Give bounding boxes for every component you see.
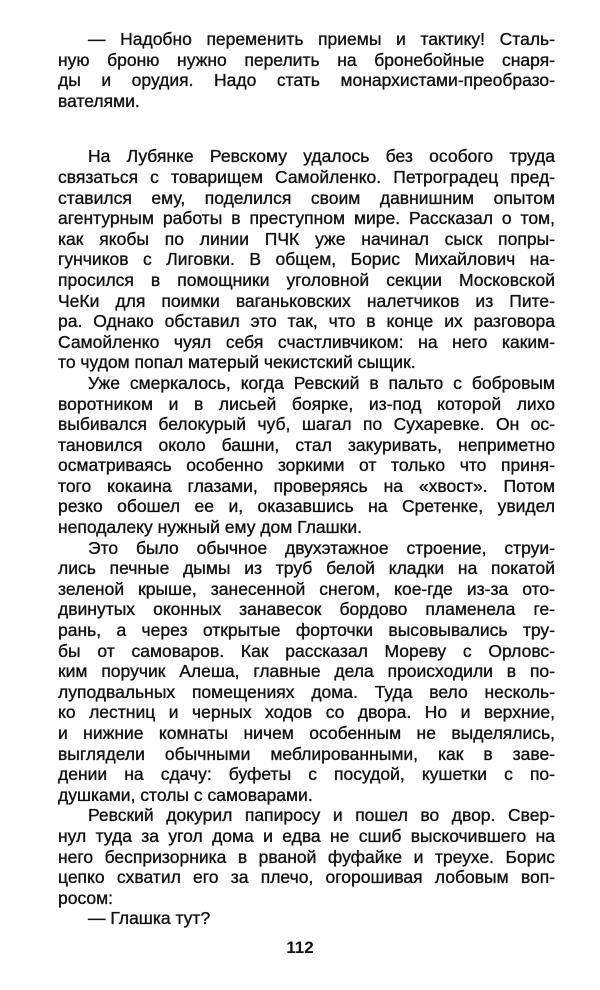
text-line: цепко схватил его за плечо, огорошивая лобовым воп-: [58, 867, 555, 888]
text-line: Уже смеркалось, когда Ревский в пальто с бобровым: [88, 372, 555, 393]
paragraph: [58, 908, 555, 929]
paragraph: [58, 373, 555, 538]
text-line: ким поручик Алеша, главные дела происходили в по-: [58, 661, 555, 682]
text-line: ную броню нужно перелить на бронебойные снаря-: [58, 49, 555, 70]
text-line: двинутых оконных занавесок бордово пламенела ге-: [58, 599, 555, 620]
text-line: росом:: [58, 887, 114, 908]
text-line: то чудом попал матерый чекистский сыщик.: [58, 352, 416, 373]
text-line: воротником и в лисьей боярке, из-под которой лихо: [58, 393, 555, 414]
text-line: бы от самоваров. Как рассказал Мореву с Орловс-: [58, 640, 555, 661]
text-line: душками, столы с самоварами.: [58, 784, 313, 805]
paragraph: [58, 538, 555, 806]
text-line: и нижние комнаты ничем особенным не выделялись,: [58, 723, 555, 743]
text-line: неподалеку нужный ему дом Глашки.: [58, 517, 362, 538]
section-break: [58, 111, 555, 146]
text-line: ра. Однако обставил это так, что в конце их разговора: [58, 311, 555, 332]
text-line: просился в помощники уголовной секции Московской: [58, 269, 555, 290]
text-line: ЧеКи для поимки ваганьковских налетчиков из Пите-: [58, 290, 555, 311]
page-number: 112: [286, 938, 314, 957]
text-line: рань, а через открытые форточки высовывались тру-: [58, 620, 555, 641]
text-line: Это было обычное двухэтажное строение, струи-: [88, 537, 555, 558]
text-line: агентурным работы в преступном мире. Рассказал о том,: [58, 208, 555, 229]
text-line: На Лубянке Ревскому удалось без особого труда: [88, 146, 555, 167]
text-line: зеленой крыше, занесенной снегом, кое-где из-за ото-: [58, 578, 555, 599]
text-line: тановился около башни, стал закуривать, неприметно: [58, 434, 555, 455]
text-line: луподвальных помещениях дома. Туда вело несколь-: [58, 681, 555, 702]
text-line: вателями.: [58, 90, 140, 111]
paragraph: [58, 29, 555, 111]
text-line: связаться с товарищем Самойленко. Петроградец пред-: [58, 166, 555, 187]
text-line: как якобы по линии ПЧК уже начинал сыск попры-: [58, 228, 555, 249]
paragraph: [58, 805, 555, 908]
paragraph: [58, 146, 555, 373]
text-line: дении на сдачу: буфеты с посудой, кушетки с по-: [58, 764, 555, 785]
text-line: нул туда за угол дома и едва не сшиб выскочившего на: [58, 825, 555, 846]
text-line: него беспризорника в рваной фуфайке и треухе. Борис: [58, 846, 555, 867]
text-line: того кокаина глазами, проверяясь на «хвост». Потом: [58, 475, 555, 496]
text-line: осматриваясь особенно зоркими от только что приня-: [58, 455, 555, 476]
text-line: выбивался белокурый чуб, шагал по Сухаревке. Он ос-: [58, 414, 555, 435]
text-line: гунчиков с Лиговки. В общем, Борис Михайлович на-: [58, 249, 555, 270]
text-line: Ревский докурил папиросу и пошел во двор. Свер-: [88, 805, 555, 826]
text-line: ко лестниц и черных ходов со двора. Но и верхние,: [58, 702, 555, 723]
text-line: резко обошел ее и, оказавшись на Сретенке, увидел: [58, 496, 555, 517]
text-line: ставился ему, поделился своим давнишним опытом: [58, 187, 555, 208]
text-line: ды и орудия. Надо стать монархистами-преобразо-: [58, 70, 555, 91]
text-line: — Надобно переменить приемы и тактику! Сталь-: [88, 29, 555, 49]
text-line: лись печные дымы из труб белой кладки на покатой: [58, 558, 555, 579]
text-line: Самойленко чуял себя счастливчиком: на него каким-: [58, 331, 555, 352]
text-line: выглядели обычными меблированными, как в заве-: [58, 743, 555, 764]
text-line: — Глашка тут?: [88, 908, 211, 929]
book-page-text: [58, 29, 555, 929]
